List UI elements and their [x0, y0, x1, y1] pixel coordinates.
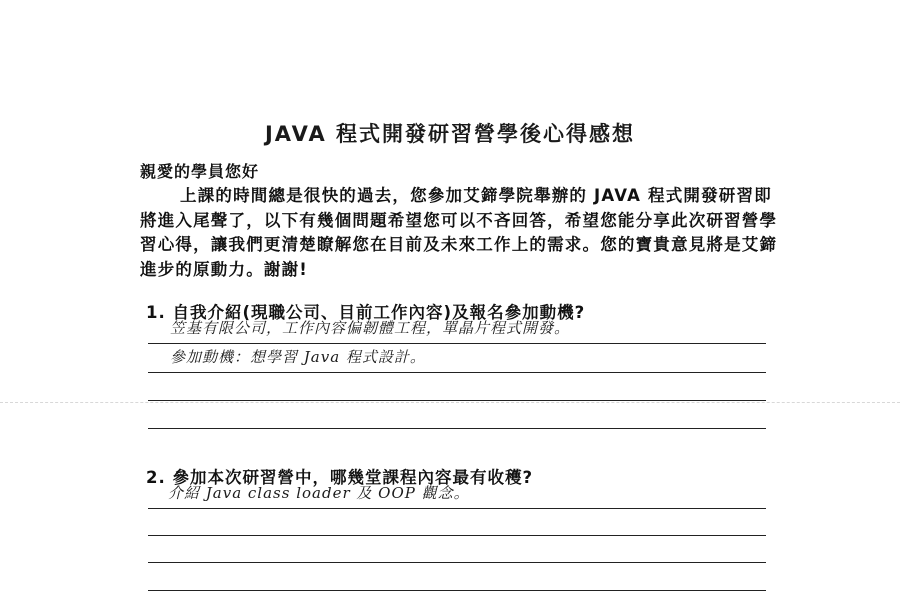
answer-rule [148, 562, 766, 563]
answer-rule [148, 343, 766, 344]
answer-rule [148, 428, 766, 429]
answer-rule [148, 372, 766, 373]
scan-artifact-line [0, 402, 900, 403]
intro-paragraph: 上課的時間總是很快的過去，您參加艾鍗學院舉辦的 JAVA 程式開發研習即將進入尾聲了，以下有幾個問題希望您可以不吝回答，希望您能分享此次研習營學習心得，讓我們更清楚瞭解您在目前及未來工作上的需求。您的寶貴意見將是艾鍗進步的原動力。謝謝! [140, 186, 778, 279]
form-title: JAVA 程式開發研習營學後心得感想 [264, 122, 636, 146]
answer-rule [148, 535, 766, 536]
greeting: 親愛的學員您好 [140, 162, 260, 181]
answer-rule [148, 508, 766, 509]
question-2-answer-line-1[interactable]: 介紹 Java class loader 及 OOP 觀念。 [168, 484, 470, 502]
question-1-answer-line-2[interactable]: 參加動機：想學習 Java 程式設計。 [170, 348, 426, 366]
question-1-label: 1. 自我介紹(現職公司、目前工作內容)及報名參加動機? [146, 303, 586, 322]
answer-rule [148, 400, 766, 401]
answer-rule [148, 590, 766, 591]
question-2-label: 2. 參加本次研習營中，哪幾堂課程內容最有收穫? [146, 468, 534, 487]
question-1-answer-line-1[interactable]: 笠基有限公司，工作內容偏韌體工程，單晶片程式開發。 [170, 319, 571, 337]
